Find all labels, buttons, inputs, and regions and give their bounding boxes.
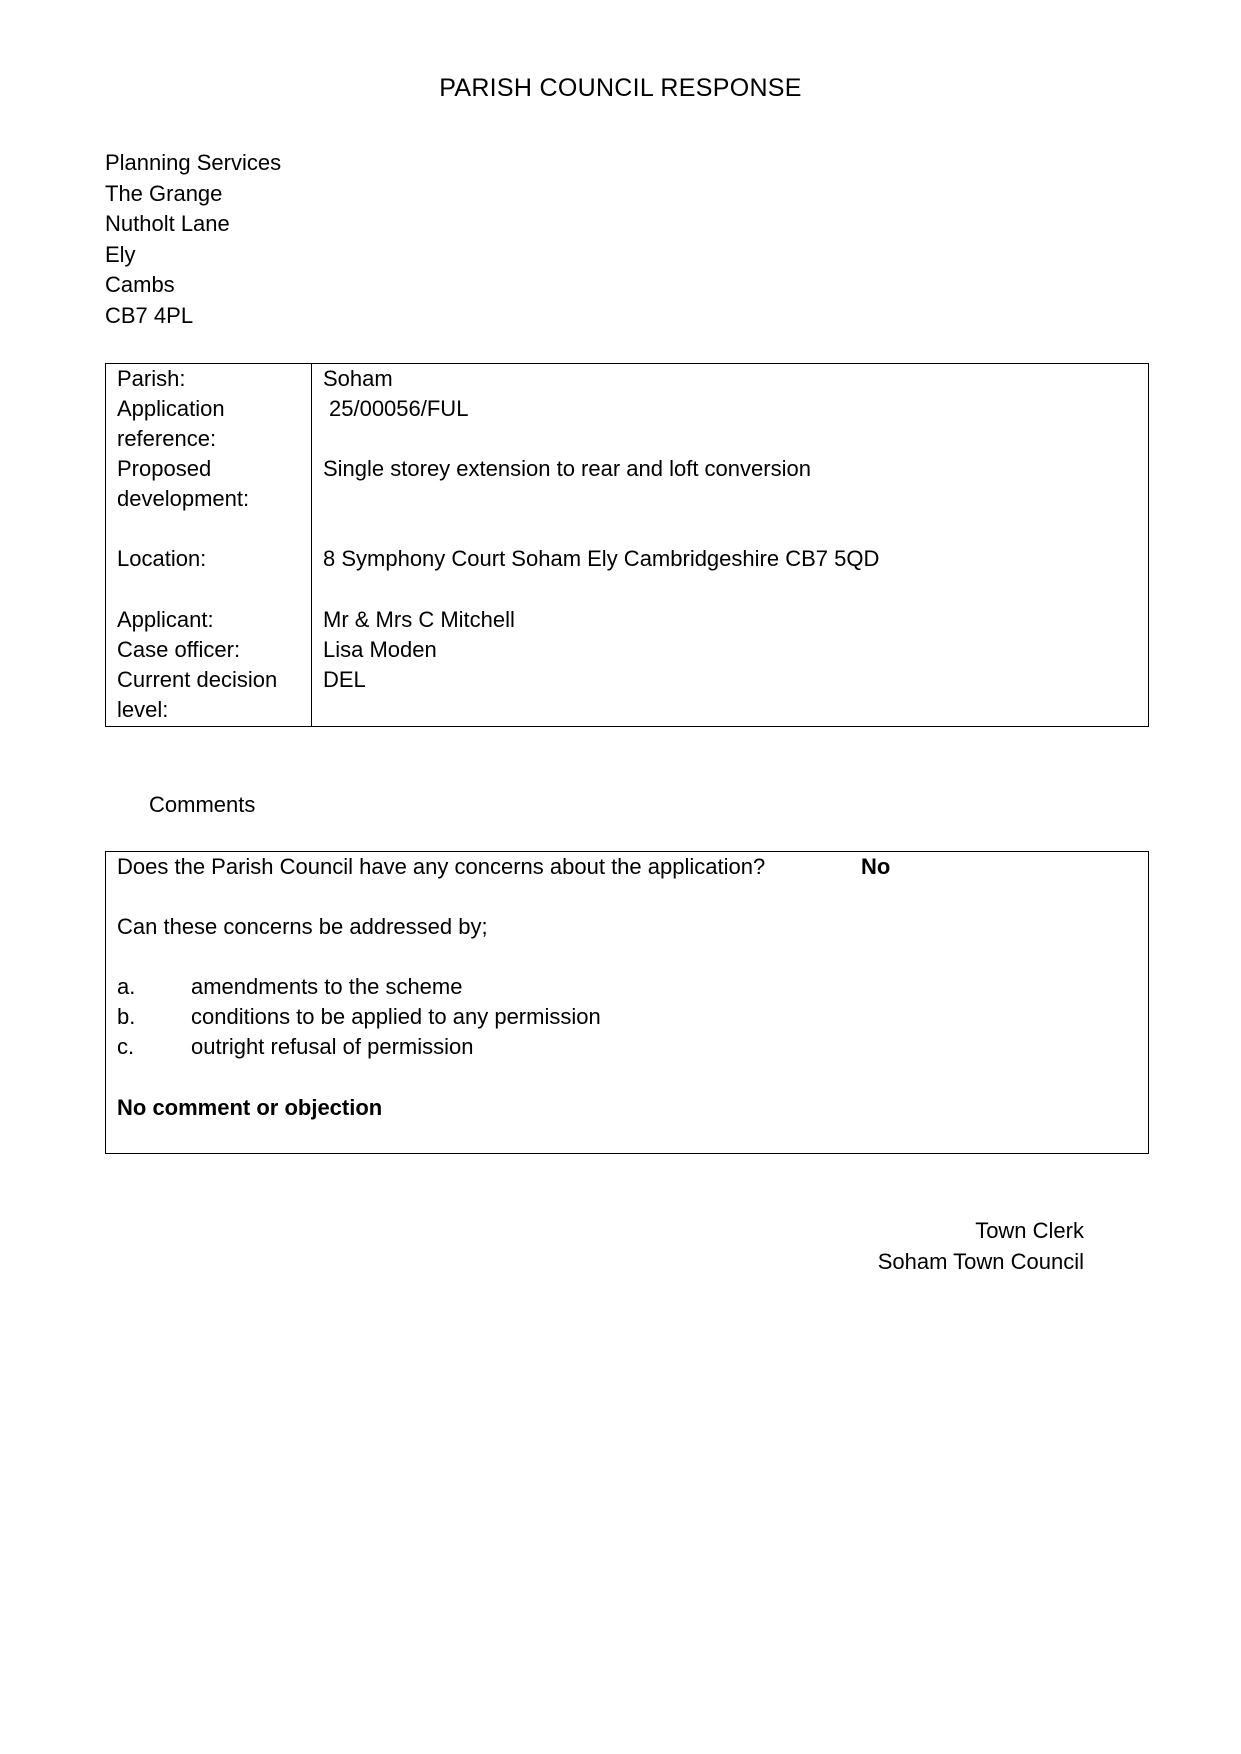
address-line: CB7 4PL	[105, 302, 194, 328]
case-officer-value: Lisa Moden	[323, 637, 437, 662]
option-text: amendments to the scheme	[191, 974, 463, 999]
option-text: outright refusal of permission	[191, 1034, 474, 1059]
recipient-address	[105, 148, 281, 331]
concerns-question: Does the Parish Council have any concerns about the application?	[117, 854, 766, 879]
table-column-divider	[311, 364, 312, 726]
applicant-label: Applicant:	[117, 607, 214, 632]
address-line: Nutholt Lane	[105, 211, 230, 236]
option-text: conditions to be applied to any permission	[191, 1004, 601, 1029]
address-line: The Grange	[105, 180, 223, 206]
signoff-role: Town Clerk	[975, 1218, 1084, 1243]
application-reference-label: Application	[117, 396, 225, 421]
decision-level-value: DEL	[323, 667, 366, 692]
address-line: Cambs	[105, 272, 175, 297]
signoff-organisation: Soham Town Council	[877, 1248, 1084, 1274]
location-label: Location:	[117, 546, 207, 571]
concerns-followup: Can these concerns be addressed by;	[117, 914, 488, 939]
proposed-development-label: Proposed	[117, 456, 212, 481]
option-letter: c.	[117, 1034, 135, 1059]
decision-level-label-cont: level:	[117, 697, 169, 722]
proposed-development-label-cont: development:	[117, 486, 250, 511]
address-line: Planning Services	[105, 150, 282, 175]
application-reference-label-cont: reference:	[117, 426, 217, 451]
location-value: 8 Symphony Court Soham Ely Cambridgeshire CB7 5QD	[323, 546, 880, 571]
comments-heading: Comments	[149, 792, 256, 817]
page-title: PARISH COUNCIL RESPONSE	[439, 74, 802, 102]
parish-response-box	[105, 851, 1149, 1154]
concerns-answer: No	[861, 854, 891, 879]
option-letter: b.	[117, 1004, 136, 1029]
signoff-block	[878, 1216, 1084, 1277]
response-conclusion: No comment or objection	[117, 1095, 383, 1120]
application-details-table	[105, 363, 1149, 727]
proposed-development-value: Single storey extension to rear and loft conversion	[323, 456, 811, 481]
parish-value: Soham	[323, 366, 393, 391]
applicant-value: Mr & Mrs C Mitchell	[323, 607, 515, 632]
decision-level-label: Current decision	[117, 667, 278, 692]
application-reference-value: 25/00056/FUL	[329, 396, 469, 421]
case-officer-label: Case officer:	[117, 637, 241, 662]
parish-label: Parish:	[117, 366, 186, 391]
address-line: Ely	[105, 241, 136, 267]
option-letter: a.	[117, 974, 136, 999]
